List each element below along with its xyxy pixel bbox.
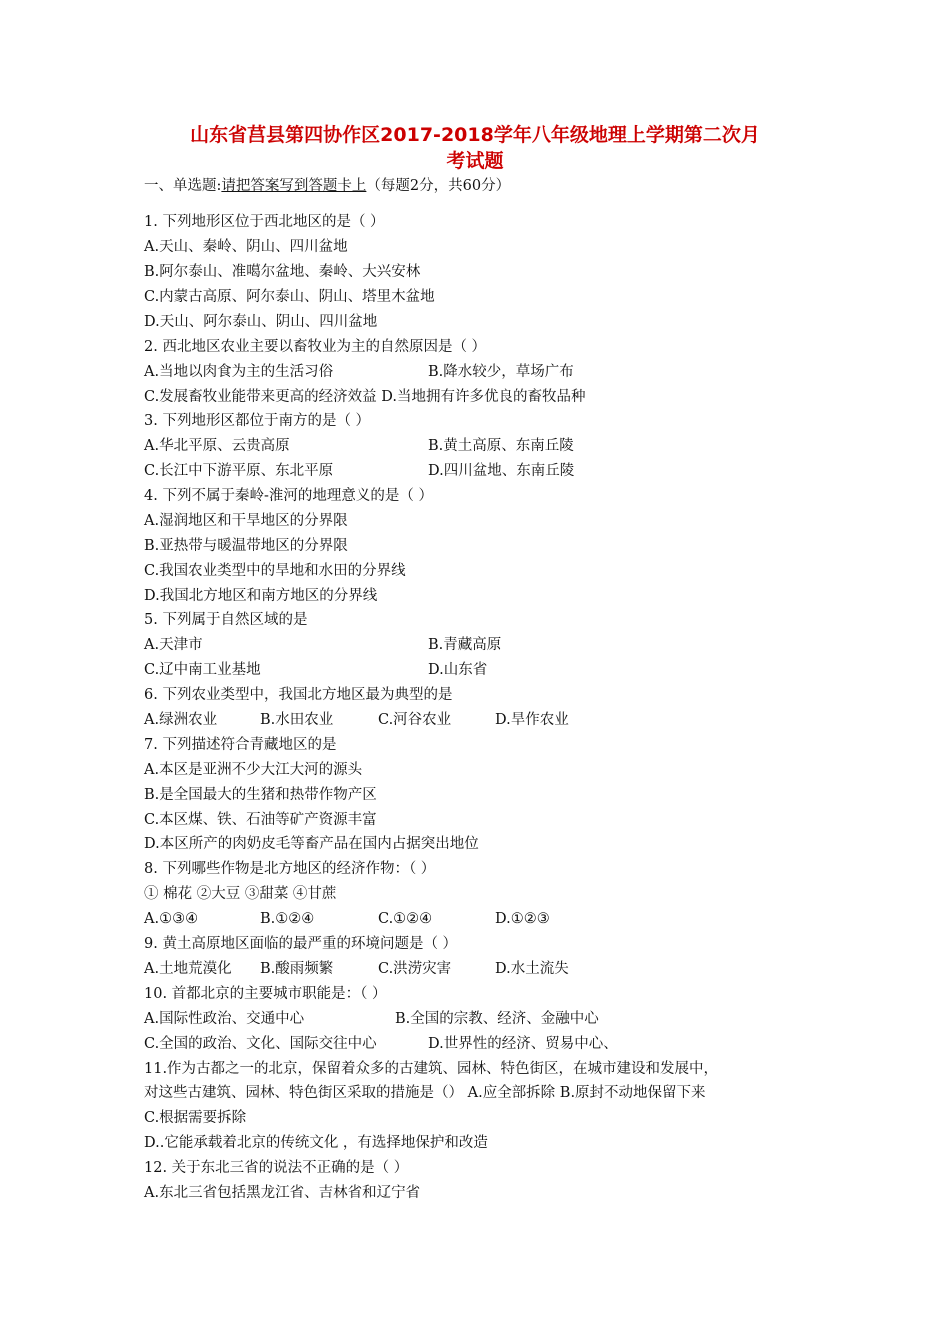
question-4-option-d: D.我国北方地区和南方地区的分界线 — [144, 588, 378, 604]
question-11-stem-line2: 对这些古建筑、园林、特色街区采取的措施是（） A.应全部拆除 B.原封不动地保留下来 — [144, 1085, 706, 1101]
question-1-option-d: D.天山、阿尔泰山、阴山、四川盆地 — [144, 314, 378, 330]
question-9-option-a: A.土地荒漠化 — [144, 961, 232, 977]
question-3-option-b: B.黄土高原、东南丘陵 — [428, 438, 574, 454]
question-10-option-d: D.世界性的经济、贸易中心、 — [428, 1036, 618, 1052]
question-8-options — [144, 909, 550, 929]
question-5-row-ab — [144, 635, 502, 655]
question-9-option-b: B.酸雨频繁 — [260, 961, 334, 977]
question-5-option-b: B.青藏高原 — [428, 637, 502, 653]
question-7-option-a: A.本区是亚洲不少大江大河的源头 — [144, 762, 363, 778]
question-4-option-c: C.我国农业类型中的旱地和水田的分界线 — [144, 563, 406, 579]
question-5-option-d: D.山东省 — [428, 662, 488, 678]
question-3-option-c: C.长江中下游平原、东北平原 — [144, 463, 334, 479]
section-score: （每题2分，共60分） — [366, 178, 511, 194]
question-1-option-a: A.天山、秦岭、阴山、四川盆地 — [144, 239, 348, 255]
question-8-option-c: C.①②④ — [378, 911, 433, 927]
question-3-row-cd — [144, 461, 575, 481]
question-1-option-c: C.内蒙古高原、阿尔泰山、阴山、塔里木盆地 — [144, 289, 435, 305]
question-2-row-ab — [144, 362, 574, 382]
question-10-option-a: A.国际性政治、交通中心 — [144, 1011, 305, 1027]
exam-title-line1: 山东省莒县第四协作区2017-2018学年八年级地理上学期第二次月 — [190, 124, 760, 146]
question-9-option-d: D.水土流失 — [495, 961, 569, 977]
question-4-option-b: B.亚热带与暖温带地区的分界限 — [144, 538, 348, 554]
section-prefix: 一、单选题: — [144, 178, 222, 194]
question-5-option-a: A.天津市 — [144, 637, 203, 653]
question-10-stem: 10. 首都北京的主要城市职能是：（ ） — [144, 986, 387, 1002]
section-heading — [144, 176, 510, 196]
question-4-option-a: A.湿润地区和干旱地区的分界限 — [144, 513, 348, 529]
question-6-option-a: A.绿洲农业 — [144, 712, 218, 728]
question-8-items: ① 棉花 ②大豆 ③甜菜 ④甘蔗 — [144, 886, 337, 902]
question-2-option-cd: C.发展畜牧业能带来更高的经济效益 D.当地拥有许多优良的畜牧品种 — [144, 389, 586, 405]
question-9-stem: 9. 黄土高原地区面临的最严重的环境问题是（ ） — [144, 936, 458, 952]
question-5-stem: 5. 下列属于自然区域的是 — [144, 612, 308, 628]
question-8-option-d: D.①②③ — [495, 911, 550, 927]
question-3-option-a: A.华北平原、云贵高原 — [144, 438, 290, 454]
section-instruction: 请把答案写到答题卡上 — [221, 178, 367, 194]
question-10-option-b: B.全国的宗教、经济、金融中心 — [395, 1011, 599, 1027]
question-6-option-c: C.河谷农业 — [378, 712, 452, 728]
question-2-option-a: A.当地以肉食为主的生活习俗 — [144, 364, 334, 380]
question-10-option-c: C.全国的政治、文化、国际交往中心 — [144, 1036, 377, 1052]
question-6-options — [144, 710, 569, 730]
question-10-row-cd — [144, 1034, 618, 1054]
question-6-option-d: D.旱作农业 — [495, 712, 569, 728]
question-6-stem: 6. 下列农业类型中，我国北方地区最为典型的是 — [144, 687, 453, 703]
question-8-stem: 8. 下列哪些作物是北方地区的经济作物：（ ） — [144, 861, 436, 877]
question-11-option-c: C.根据需要拆除 — [144, 1110, 247, 1126]
question-4-stem: 4. 下列不属于秦岭-淮河的地理意义的是（ ） — [144, 488, 433, 504]
question-12-stem: 12. 关于东北三省的说法不正确的是（ ） — [144, 1160, 409, 1176]
question-11-stem-line1: 11.作为古都之一的北京，保留着众多的古建筑、园林、特色街区，在城市建设和发展中， — [144, 1061, 719, 1077]
question-10-row-ab — [144, 1009, 599, 1029]
question-1-option-b: B.阿尔泰山、准噶尔盆地、秦岭、大兴安林 — [144, 264, 421, 280]
question-9-option-c: C.洪涝灾害 — [378, 961, 452, 977]
question-3-stem: 3. 下列地形区都位于南方的是（ ） — [144, 413, 371, 429]
question-3-row-ab — [144, 436, 574, 456]
question-7-stem: 7. 下列描述符合青藏地区的是 — [144, 737, 337, 753]
question-12-option-a: A.东北三省包括黑龙江省、吉林省和辽宁省 — [144, 1185, 421, 1201]
question-5-row-cd — [144, 660, 488, 680]
question-8-option-b: B.①②④ — [260, 911, 315, 927]
question-11-option-d: D..它能承载着北京的传统文化 ，有选择地保护和改造 — [144, 1135, 488, 1151]
question-6-option-b: B.水田农业 — [260, 712, 334, 728]
question-8-option-a: A.①③④ — [144, 911, 199, 927]
exam-title-line2: 考试题 — [446, 150, 504, 172]
question-2-option-b: B.降水较少，草场广布 — [428, 364, 574, 380]
question-7-option-d: D.本区所产的肉奶皮毛等畜产品在国内占据突出地位 — [144, 836, 479, 852]
question-1-stem: 1. 下列地形区位于西北地区的是（ ） — [144, 214, 385, 230]
question-2-stem: 2. 西北地区农业主要以畜牧业为主的自然原因是（ ） — [144, 339, 487, 355]
question-7-option-c: C.本区煤、铁、石油等矿产资源丰富 — [144, 812, 377, 828]
question-7-option-b: B.是全国最大的生猪和热带作物产区 — [144, 787, 377, 803]
question-9-options — [144, 959, 569, 979]
question-5-option-c: C.辽中南工业基地 — [144, 662, 261, 678]
question-3-option-d: D.四川盆地、东南丘陵 — [428, 463, 575, 479]
